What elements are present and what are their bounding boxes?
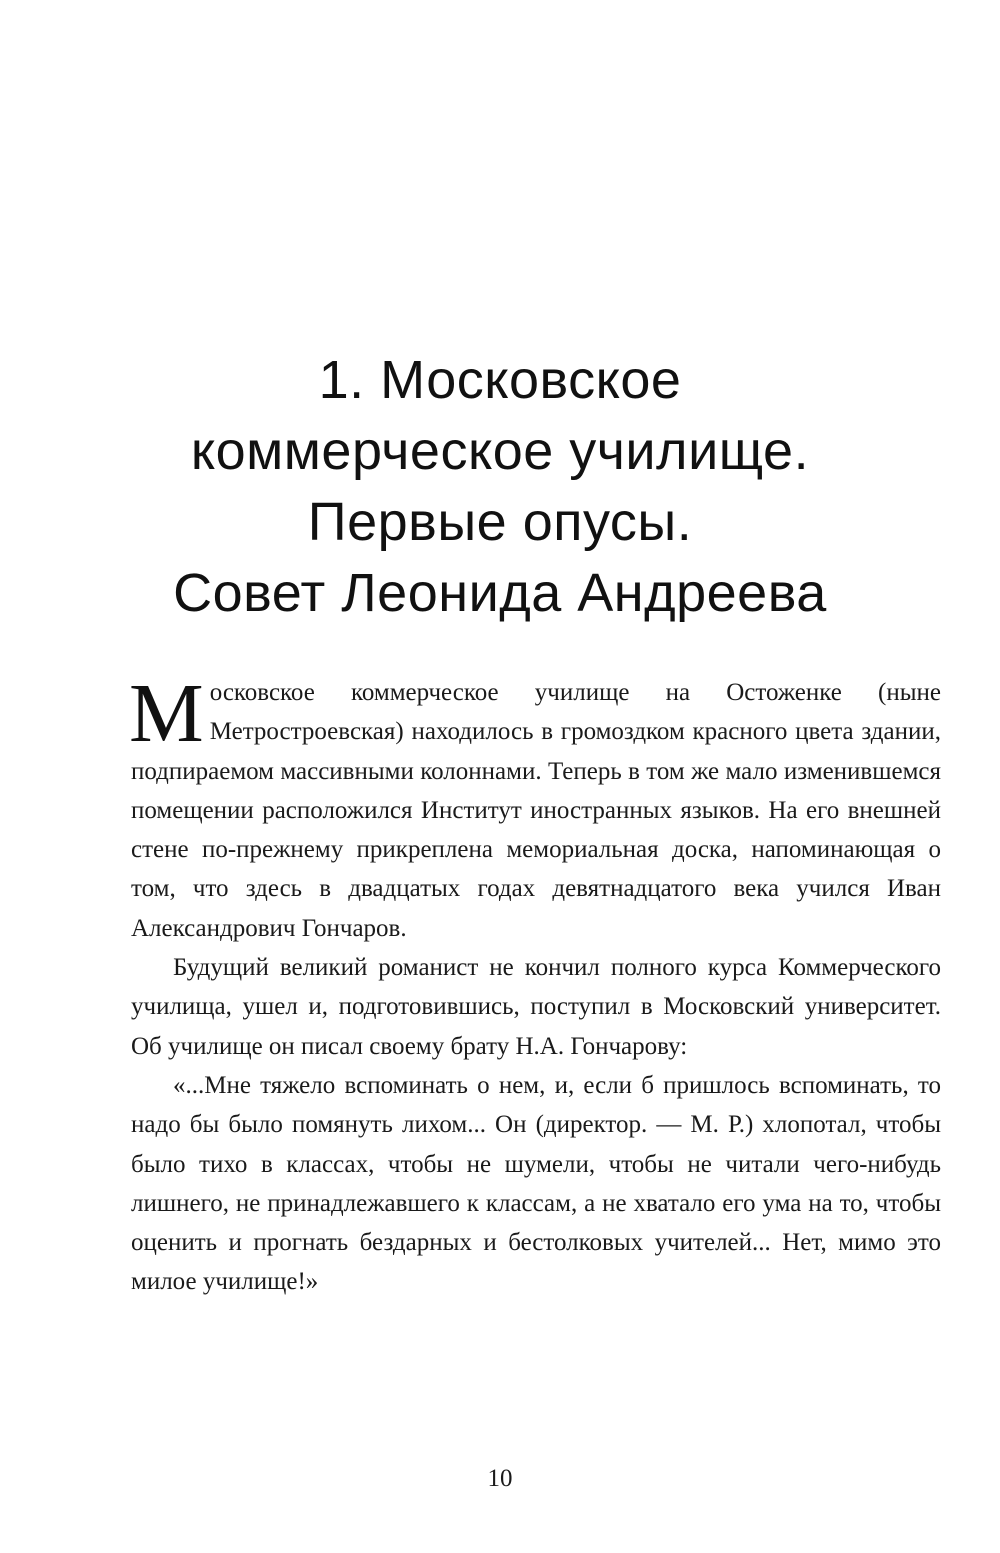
body-text (129, 667, 941, 1302)
page-number: 10 (487, 1465, 513, 1492)
chapter-title-line: Совет Леонида Андреева (173, 563, 827, 623)
paragraph: Будущий великий романист не кончил полного курса Коммерческого училища, ушел и, подготовившись, поступил в Московский университет. Об училище он писал своему брату Н.А. Гончарову: (131, 954, 941, 1060)
drop-cap: М (129, 667, 204, 760)
chapter-title (0, 345, 1000, 629)
paragraph-text: осковское коммерческое училище на Остоженке (ныне Метростроевская) находилось в громоздком красного цвета здании, подпираемом массивными колоннами. Теперь в том же мало изменившемся помещении расположился Институт иностранных языков. На его внешней стене по-прежнему прикреплена мемориальная доска, напоминающая о том, что здесь в двадцатых годах девятнадцатого века учился Иван Александрович Гончаров. (131, 679, 941, 942)
quote-paragraph: «...Мне тяжело вспоминать о нем, и, если б пришлось вспоминать, то надо бы было помянуть лихом... Он (директор. — М. Р.) хлопотал, чтобы было тихо в классах, чтобы не шумели, чтобы не читали чего-нибудь лишнего, не принадлежавшего к классам, а не хватало его ума на то, чтобы оценить и прогнать бездарных и бестолковых учителей... Нет, мимо это милое училище!» (131, 1071, 941, 1296)
chapter-title-line: коммерческое училище. (190, 421, 810, 481)
chapter-title-line: Первые опусы. (307, 492, 693, 552)
paragraph (129, 667, 941, 948)
chapter-title-line: 1. Московское (318, 350, 682, 410)
